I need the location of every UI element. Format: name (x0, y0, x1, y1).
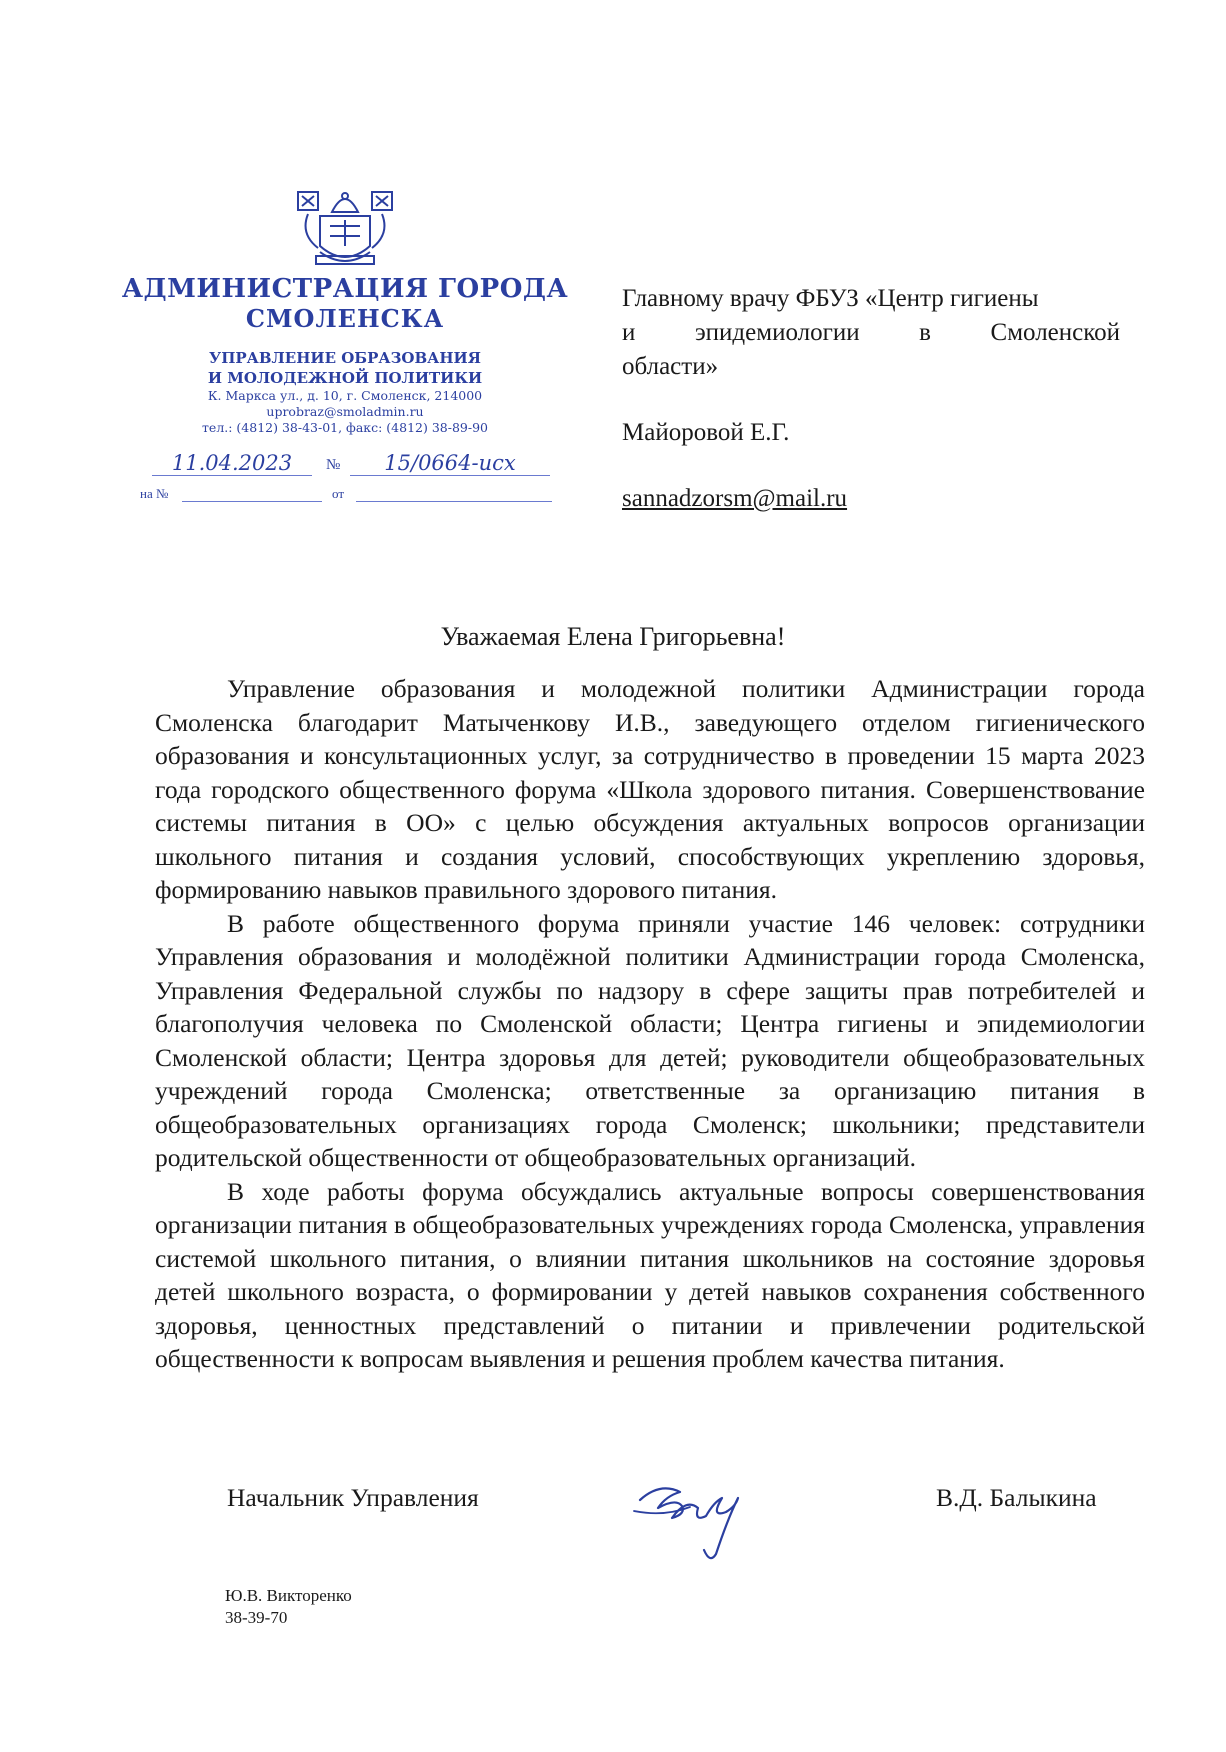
reg-number-label: № (326, 457, 341, 473)
on-number-field (182, 477, 322, 502)
reg-date: 11.04.2023 (171, 451, 293, 475)
department-name-cont: И МОЛОДЕЖНОЙ ПОЛИТИКИ (207, 369, 483, 387)
org-email: uprobraz@smoladmin.ru (266, 404, 424, 419)
addressee-line1: Главному врачу ФБУЗ «Центр гигиены (622, 285, 1039, 312)
executor-phone: 38-39-70 (225, 1608, 288, 1627)
addressee-line3: области» (622, 353, 719, 380)
body-paragraph: В ходе работы форума обсуждались актуальные вопросы совершенствования организации питания в общеобразовательных учреждениях города Смоленска, управления системой школьного питания, о влиянии питания школьников на состояние здоровья детей школьного возраста, о формировании у детей навыков сохранения собственного здоровья, ценностных представлений о питании и привлечении родительской общественности к вопросам выявления и решения проблем качества питания. (155, 1176, 1145, 1373)
reg-number-field (350, 451, 550, 476)
body-paragraph: Управление образования и молодежной политики Администрации города Смоленска благодарит Матыченкову И.В., заведующего отделом гигиенического образования и консультационных услуг, за сотрудничество в проведении 15 марта 2023 года городского общественного форума «Школа здорового питания. Совершенствование системы питания в ОО» с целью обсуждения актуальных вопросов организации школьного питания и создания условий, способствующих укреплению здоровья, формированию навыков правильного здорового питания. (155, 674, 1145, 904)
executor-block (225, 1585, 352, 1629)
department-name: УПРАВЛЕНИЕ ОБРАЗОВАНИЯ (209, 349, 481, 367)
addressee-block (622, 282, 1120, 516)
body-paragraph: В работе общественного форума приняли участие 146 человек: сотрудники Управления образования и молодёжной политики Администрации города Смоленска, Управления Федеральной службы по надзору в сфере защиты прав потребителей и благополучия человека по Смоленской области; Центра гигиены и эпидемиологии Смоленской области; Центра здоровья для детей; руководители общеобразовательных учреждений города Смоленска; ответственные за организацию питания в общеобразовательных организациях города Смоленск; школьники; представители родительской общественности от общеобразовательных организаций. (155, 908, 1145, 1172)
org-phones: тел.: (4812) 38-43-01, факс: (4812) 38-89-90 (202, 420, 488, 435)
addressee-name: Майоровой Е.Г. (622, 419, 790, 446)
signatory-title: Начальник Управления (227, 1483, 479, 1512)
reg-date-field (152, 451, 312, 476)
handwritten-signature (620, 1465, 760, 1565)
addressee-line2: и эпидемиологии в Смоленской (622, 319, 1120, 346)
letterhead-stamp (120, 186, 570, 501)
greeting: Уважаемая Елена Григорьевна! (440, 622, 786, 651)
addressee-email-link[interactable]: sannadzorsm@mail.ru (622, 485, 848, 512)
from-date-field (356, 477, 552, 502)
org-address: К. Маркса ул., д. 10, г. Смоленск, 214000 (207, 388, 483, 403)
org-name: АДМИНИСТРАЦИЯ ГОРОДА (121, 274, 569, 304)
executor-name: Ю.В. Викторенко (225, 1586, 352, 1605)
coat-of-arms-icon (290, 186, 400, 270)
reference-row (140, 480, 580, 506)
from-label: от (332, 486, 345, 501)
reg-number: 15/0664-исх (384, 451, 516, 475)
signatory-name: В.Д. Балыкина (936, 1483, 1097, 1512)
on-number-label: на № (140, 486, 169, 501)
org-city: СМОЛЕНСКА (245, 304, 445, 333)
letter-body (155, 672, 1145, 1376)
